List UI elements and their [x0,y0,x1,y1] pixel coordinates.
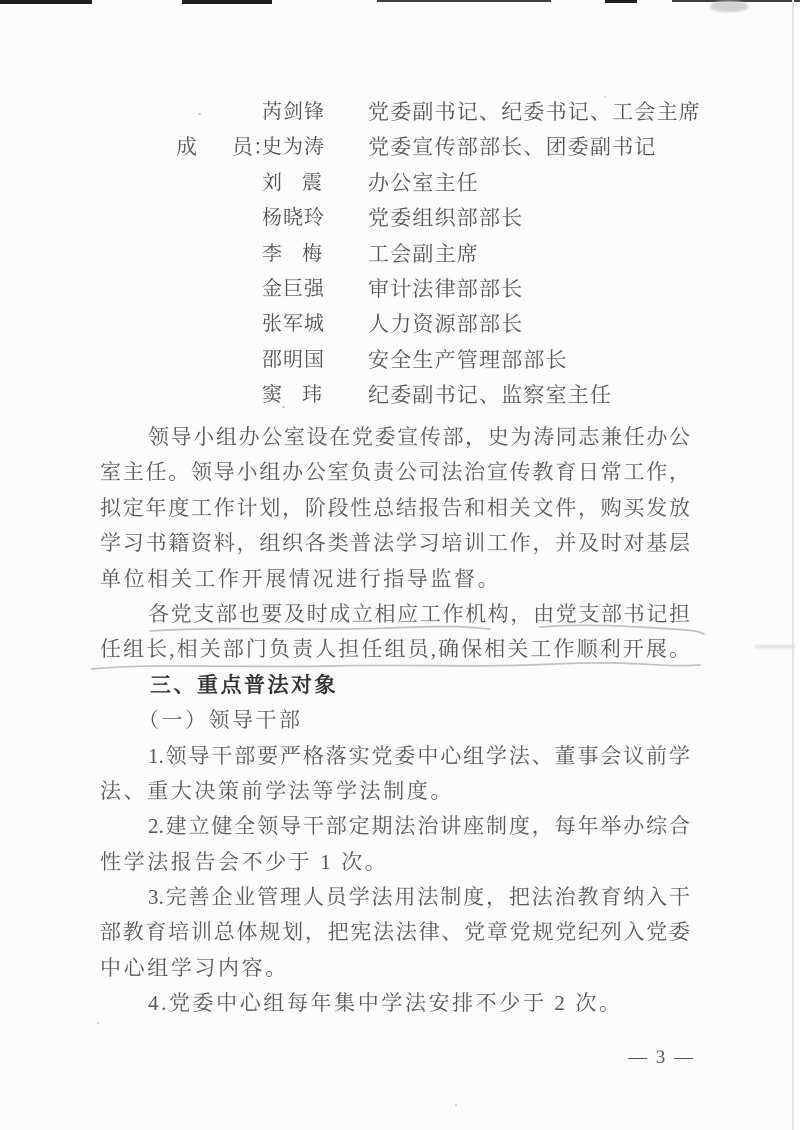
member-list [100,98,720,428]
scan-artifact [605,0,637,3]
member-row [100,381,720,411]
member-name: 芮剑锋 [262,101,325,123]
member-title: 党委组织部部长 [368,206,524,231]
scan-artifact [377,0,551,2]
member-row [100,98,720,128]
body-line: 拟定年度工作计划，阶段性总结报告和相关文件，购买发放 [100,495,690,520]
members-label-char: 成 [176,135,197,160]
member-title: 办公室主任 [368,170,479,195]
member-row [100,275,720,305]
member-name: 张军城 [262,313,325,336]
body-line: 学习书籍资料，组织各类普法学习培训工作，并及时对基层 [100,531,690,556]
member-row [100,169,720,199]
subsection-heading: （一）领导干部 [138,708,303,733]
member-row [100,346,720,376]
member-name: 刘震 [262,171,322,194]
scan-speck [97,1022,99,1024]
scan-artifact [182,0,272,4]
member-name: 李梅 [262,242,322,265]
scan-speck [455,1104,457,1106]
page-number: — 3 — [628,1047,695,1068]
body-line: 1.领导干部要严格落实党委中心组学法、董事会议前学 [148,743,690,768]
scan-artifact [710,1,748,12]
body-line: 中心组学习内容。 [100,955,289,980]
body-line: 任组长,相关部门负责人担任组员,确保相关工作顺利开展。 [100,637,690,662]
member-title: 工会副主席 [368,241,479,266]
members-label-char: 员： [232,135,274,160]
body-line: 3.完善企业管理人员学法用法制度，把法治教育纳入干 [148,885,690,910]
member-row [100,133,720,163]
member-title: 安全生产管理部部长 [368,347,568,372]
scan-edge-line [792,0,794,1130]
body-line: 各党支部也要及时成立相应工作机构，由党支部书记担 [148,601,690,626]
member-row [100,310,720,340]
member-name: 史为涛 [262,136,325,159]
member-title: 人力资源部部长 [368,312,524,337]
body-line: 4.党委中心组每年集中学法安排不少于 2 次。 [148,991,623,1016]
section-heading: 三、重点普法对象 [150,673,338,697]
member-title: 纪委副书记、监察室主任 [368,383,613,408]
body-line: 2.建立健全领导干部定期法治讲座制度，每年举办综合 [148,814,690,839]
body-line: 法、重大决策前学法等学法制度。 [100,778,454,803]
member-name: 邵明国 [262,348,325,371]
body-line: 室主任。领导小组办公室负责公司法治宣传教育日常工作， [100,460,690,485]
member-title: 党委副书记、纪委书记、工会主席 [368,100,701,124]
member-row [100,240,720,270]
member-title: 党委宣传部部长、团委副书记 [368,135,657,160]
member-name: 杨晓玲 [262,207,325,230]
scan-artifact [0,0,92,4]
body-line: 领导小组办公室设在党委宣传部，史为涛同志兼任办公 [148,425,690,449]
body-line: 性学法报告会不少于 1 次。 [100,849,389,874]
scan-smudge [755,645,795,648]
member-title: 审计法律部部长 [368,277,524,301]
members-label [176,133,274,161]
member-row [100,204,720,234]
body-text [100,420,690,1022]
body-line: 单位相关工作开展情况进行指导监督。 [100,566,502,591]
body-line: 部教育培训总体规划，把宪法法律、党章党规党纪列入党委 [100,920,690,945]
member-name: 窦玮 [262,384,322,407]
member-name: 金巨强 [262,278,325,300]
